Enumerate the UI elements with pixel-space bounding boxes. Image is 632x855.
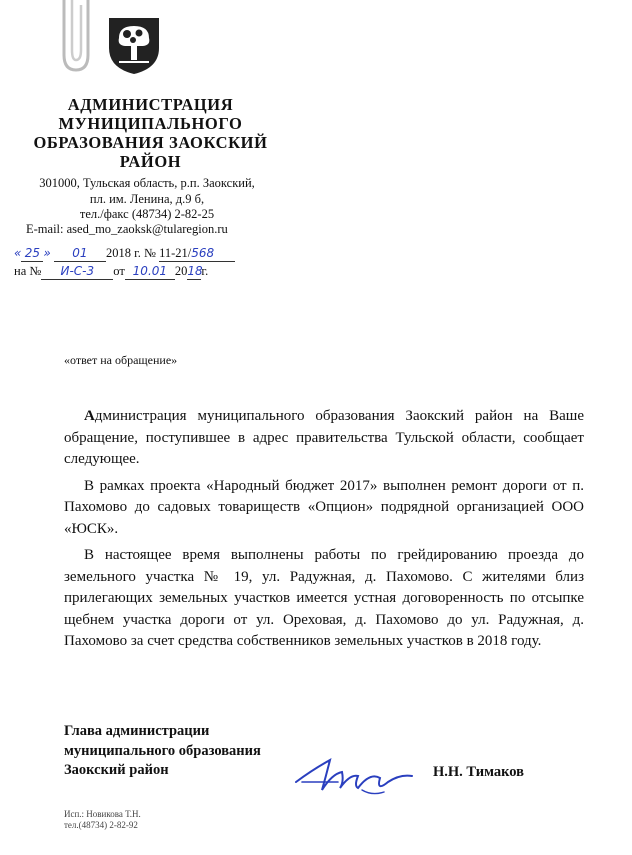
signatory-title-line: Заокский район (64, 762, 169, 778)
reference-year-suffix: 18 (187, 264, 203, 278)
signatory-name: Н.Н. Тимаков (433, 764, 525, 780)
outgoing-number (159, 247, 235, 262)
incoming-reference (14, 264, 208, 280)
executor-name: Исп.: Новикова Т.Н. (64, 809, 141, 819)
address-line: пл. им. Ленина, д.9 б, (89, 191, 205, 206)
date-open-quote: « (14, 246, 22, 260)
reference-year-prefix: 20 (174, 264, 188, 278)
paper-clip-icon (52, 0, 102, 75)
handwritten-signature (292, 752, 417, 802)
date-close-quote: » (43, 246, 51, 260)
letter-body (64, 406, 584, 653)
outgoing-number-written: 568 (191, 246, 215, 260)
header-line: МУНИЦИПАЛЬНОГО (58, 114, 243, 133)
paragraph-initial: А (84, 408, 95, 424)
outgoing-month: 01 (54, 247, 106, 262)
outgoing-number-printed: 11-21/ (159, 246, 192, 260)
organization-header (18, 95, 283, 171)
reference-date: 10.01 (125, 265, 175, 280)
body-paragraph-1 (64, 406, 584, 471)
outgoing-day: 25 (21, 247, 43, 262)
body-paragraph-2: В рамках проекта «Народный бюджет 2017» выполнен ремонт дороги от п. Пахомово до садовых товариществ «Опцион» подрядной организацией ООО «ЮСК». (64, 477, 584, 537)
signatory-title-line: Глава администрации (64, 723, 210, 739)
paragraph-text: дминистрация муниципального образования Заокский район на Ваше обращение, поступившее в адрес правительства Тульской области, сообщает следующее. (64, 408, 584, 467)
signatory-title-line: муниципального образования (64, 742, 261, 759)
letter-subject: «ответ на обращение» (64, 353, 178, 367)
executor-phone: тел.(48734) 2-82-92 (64, 820, 138, 830)
reference-year-end: г. (201, 264, 209, 278)
organization-address (18, 176, 276, 223)
executor-info (64, 809, 141, 831)
outgoing-year-text: 2018 г. № (105, 246, 156, 260)
header-line: РАЙОН (119, 152, 182, 171)
signatory-title (64, 722, 261, 781)
coat-of-arms-emblem (105, 14, 163, 76)
address-line: 301000, Тульская область, р.п. Заокский, (39, 176, 255, 190)
reference-prefix: на № (14, 264, 42, 278)
organization-email: E-mail: ased_mo_zaoksk@tularegion.ru (26, 222, 228, 236)
header-line: ОБРАЗОВАНИЯ ЗАОКСКИЙ (33, 133, 268, 152)
outgoing-registration (14, 246, 235, 262)
reference-from-label: от (113, 264, 125, 278)
reference-number: И-С-3 (41, 265, 113, 280)
body-paragraph-3: В настоящее время выполнены работы по грейдированию проезда до земельного участка № 19, ул. Радужная, д. Пахомово. С жителями близ прилегающих земельных участков имеется устная договоренность по отсыпке щебнем участка дороги от ул. Ореховая, д. Пахомово до ул. Радужная, д. Пахомово за счет средства собственников земельных участков в 2018 году. (64, 547, 584, 649)
header-line: АДМИНИСТРАЦИЯ (67, 95, 234, 114)
address-line: тел./факс (48734) 2-82-25 (79, 207, 215, 221)
